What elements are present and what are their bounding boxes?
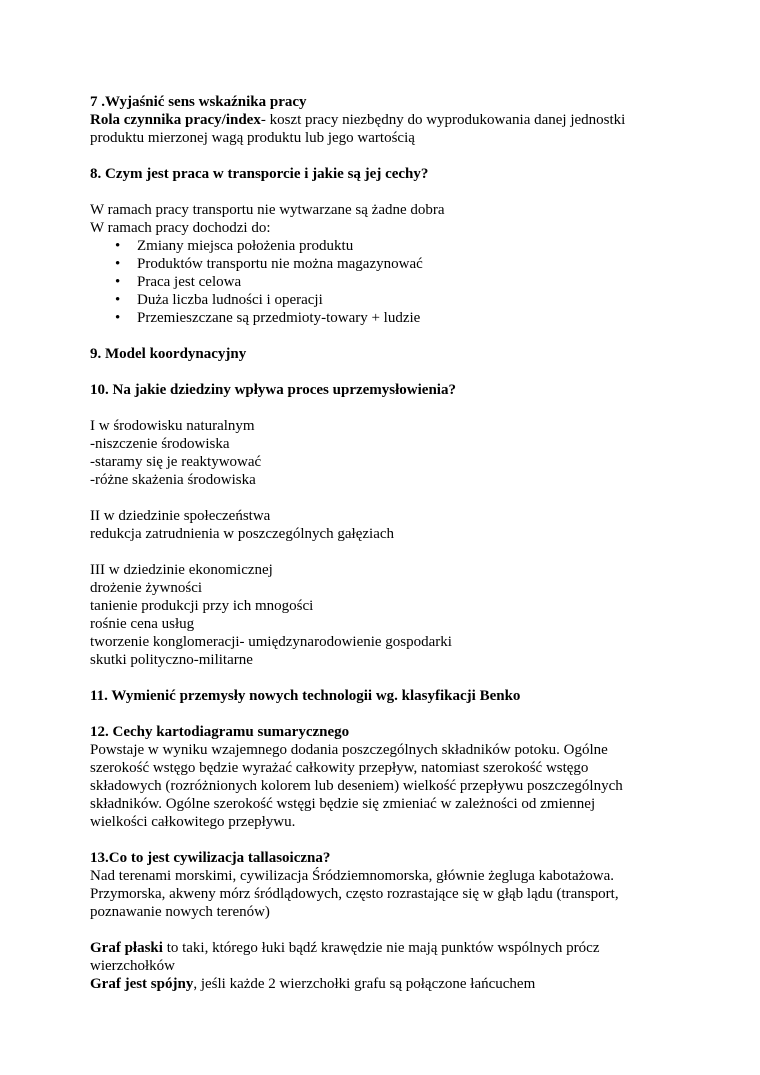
bullet-icon: • — [115, 274, 121, 290]
bullet-icon: • — [115, 238, 121, 254]
q13-paragraph-line: Przymorska, akweny mórz śródlądowych, często rozrastające się w głąb lądu (transport, — [90, 886, 619, 902]
q8-bullet-list — [90, 237, 670, 327]
q12-paragraph-line: Powstaje w wyniku wzajemnego dodania poszczególnych składników potoku. Ogólne — [90, 742, 608, 758]
list-item: • Przemieszczane są przedmioty-towary + ludzie — [115, 310, 421, 326]
spacer — [90, 831, 670, 849]
q8-line2: W ramach pracy dochodzi do: — [90, 220, 271, 236]
spacer — [90, 543, 670, 561]
q13-heading: 13.Co to jest cywilizacja tallasoiczna? — [90, 850, 331, 866]
q10-group1-item: -niszczenie środowiska — [90, 436, 230, 452]
list-item: • Produktów transportu nie można magazynować — [115, 256, 423, 272]
q10-group2-item: redukcja zatrudnienia w poszczególnych gałęziach — [90, 526, 395, 542]
connected-graph-def: , jeśli każde 2 wierzchołki grafu są połączone łańcuchem — [193, 976, 536, 992]
spacer — [90, 327, 670, 345]
q10-group3-item: skutki polityczno-militarne — [90, 652, 253, 668]
q10-group1-title: I w środowisku naturalnym — [90, 418, 255, 434]
q10-group3-item: tworzenie konglomeracji- umiędzynarodowienie gospodarki — [90, 634, 452, 650]
q7-def-line2: produktu mierzonej wagą produktu lub jego wartością — [90, 130, 415, 146]
q10-group3-title: III w dziedzinie ekonomicznej — [90, 562, 273, 578]
q12-paragraph-line: wielkości całkowitego przepływu. — [90, 814, 296, 830]
q13-paragraph-line: poznawanie nowych terenów) — [90, 904, 270, 920]
q12-paragraph-line: szerokość wstęgo będzie wyrażać całkowity przepływ, natomiast szerokość wstęgo — [90, 760, 589, 776]
planar-graph-definition — [90, 939, 670, 957]
spacer — [90, 921, 670, 939]
q8-line1: W ramach pracy transportu nie wytwarzane są żadne dobra — [90, 202, 445, 218]
q10-group1-item: -staramy się je reaktywować — [90, 454, 262, 470]
list-item: • Duża liczba ludności i operacji — [115, 292, 323, 308]
spacer — [90, 399, 670, 417]
spacer — [90, 147, 670, 165]
connected-graph-term: Graf jest spójny — [90, 976, 194, 992]
spacer — [90, 363, 670, 381]
q10-group2-title: II w dziedzinie społeczeństwa — [90, 508, 271, 524]
list-item: • Praca jest celowa — [115, 274, 242, 290]
q10-group3-item: drożenie żywności — [90, 580, 203, 596]
q12-paragraph-line: składników. Ogólne szerokość wstęgi będzie się zmieniać w zależności od zmiennej — [90, 796, 596, 812]
bullet-icon: • — [115, 292, 121, 308]
spacer — [90, 669, 670, 687]
q11-heading: 11. Wymienić przemysły nowych technologii wg. klasyfikacji Benko — [90, 688, 521, 704]
q12-paragraph-line: składowych (rozróżnionych kolorem lub deseniem) wielkość przepływu poszczególnych — [90, 778, 623, 794]
q10-group3-item: tanienie produkcji przy ich mnogości — [90, 598, 314, 614]
planar-graph-term: Graf płaski — [90, 940, 163, 956]
q10-group1-item: -różne skażenia środowiska — [90, 472, 256, 488]
q10-group3-item: rośnie cena usług — [90, 616, 195, 632]
spacer — [90, 183, 670, 201]
spacer — [90, 489, 670, 507]
planar-graph-def-line1: to taki, którego łuki bądź krawędzie nie mają punktów wspólnych prócz — [162, 940, 600, 956]
q10-heading: 10. Na jakie dziedziny wpływa proces uprzemysłowienia? — [90, 382, 456, 398]
q13-paragraph-line: Nad terenami morskimi, cywilizacja Śródziemnomorska, głównie żegluga kabotażowa. — [90, 868, 614, 884]
connected-graph-definition — [90, 975, 670, 993]
q7-term: Rola czynnika pracy/index — [90, 112, 261, 128]
q9-heading: 9. Model koordynacyjny — [90, 346, 247, 362]
q7-definition — [90, 111, 670, 129]
q8-heading: 8. Czym jest praca w transporcie i jakie są jej cechy? — [90, 166, 429, 182]
list-item: • Zmiany miejsca położenia produktu — [115, 238, 354, 254]
bullet-icon: • — [115, 310, 121, 326]
q7-def-line1: - koszt pracy niezbędny do wyprodukowania danej jednostki — [260, 112, 626, 128]
document-page — [90, 93, 670, 993]
q12-heading: 12. Cechy kartodiagramu sumarycznego — [90, 724, 350, 740]
bullet-icon: • — [115, 256, 121, 272]
planar-graph-def-line2: wierzchołków — [90, 958, 175, 974]
q7-heading: 7 .Wyjaśnić sens wskaźnika pracy — [90, 94, 307, 110]
spacer — [90, 705, 670, 723]
